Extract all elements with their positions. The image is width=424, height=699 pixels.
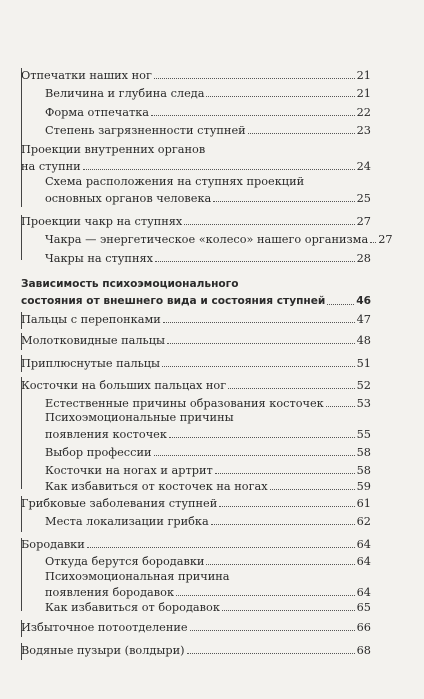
page-number: 25: [356, 192, 371, 205]
page-number: 21: [356, 87, 371, 100]
toc-entry: [21, 158, 371, 173]
toc-subentry: [45, 395, 371, 410]
entry-title: Выбор профессии: [45, 446, 152, 459]
toc-subentry: [45, 553, 371, 568]
leader-dots: [151, 115, 355, 116]
toc-entry: [21, 495, 371, 510]
leader-dots: [326, 406, 355, 407]
leader-dots: [154, 78, 355, 79]
page-number: 24: [356, 160, 371, 173]
page-number: 53: [356, 397, 371, 410]
leader-dots: [270, 489, 355, 490]
leader-dots: [169, 437, 355, 438]
entry-title: Пальцы с перепонками: [21, 313, 161, 326]
page-number: 51: [356, 357, 371, 370]
entry-title: Грибковые заболевания ступней: [21, 497, 218, 510]
leader-dots: [206, 96, 354, 97]
toc-subentry: [45, 190, 371, 205]
page-number: 46: [356, 295, 371, 307]
toc-subentry: [45, 462, 371, 477]
leader-dots: [167, 343, 355, 344]
entry-title: Чакра — энергетическое «колесо» нашего организма: [45, 233, 369, 246]
page-number: 64: [356, 555, 371, 568]
toc-entry: [21, 619, 371, 634]
leader-dots: [184, 224, 354, 225]
leader-dots: [211, 524, 355, 525]
leader-dots: [163, 322, 355, 323]
entry-title: Как избавиться от косточек на ногах: [45, 480, 268, 493]
toc-subentry: [45, 584, 371, 599]
leader-dots: [187, 653, 355, 654]
leader-dots: [190, 630, 355, 631]
entry-title: Естественные причины образования косточек: [45, 397, 324, 410]
page-number: 27: [356, 215, 371, 228]
leader-dots: [228, 388, 354, 389]
toc-entry: [21, 67, 371, 82]
group-bar: [21, 377, 22, 489]
leader-dots: [206, 564, 354, 565]
toc-subentry: [45, 444, 371, 459]
toc-entry: [21, 311, 371, 326]
toc-subentry: [45, 122, 371, 137]
page-number: 64: [356, 586, 371, 599]
page-number: 21: [356, 69, 371, 82]
entry-title: Форма отпечатка: [45, 106, 150, 119]
toc-subentry: [45, 104, 371, 119]
leader-dots: [87, 547, 355, 548]
leader-dots: [83, 169, 355, 170]
entry-title: Косточки на больших пальцах ног: [21, 379, 227, 392]
entry-title: Схема расположения на ступнях проекций: [45, 175, 305, 188]
page-number: 47: [356, 313, 371, 326]
page-number: 23: [356, 124, 371, 137]
entry-title: Чакры на ступнях: [45, 252, 153, 265]
page-number: 59: [356, 480, 371, 493]
leader-dots: [327, 304, 354, 305]
toc-subentry: [45, 85, 371, 100]
leader-dots: [162, 366, 355, 367]
leader-dots: [222, 610, 355, 611]
toc-subentry: [45, 478, 371, 493]
leader-dots: [370, 242, 376, 243]
entry-title: Как избавиться от бородавок: [45, 601, 220, 614]
leader-dots: [213, 201, 354, 202]
entry-title: Степень загрязненности ступней: [45, 124, 246, 137]
page-number: 22: [356, 106, 371, 119]
page-number: 58: [356, 464, 371, 477]
section-heading-entry: [21, 293, 371, 308]
toc-entry: [21, 213, 371, 228]
entry-title: появления косточек: [45, 428, 167, 441]
leader-dots: [155, 261, 355, 262]
page-number: 68: [356, 644, 371, 657]
toc-entry: [21, 377, 371, 392]
entry-title: Места локализации грибка: [45, 515, 209, 528]
entry-title: Психоэмоциональные причины: [45, 411, 234, 424]
leader-dots: [176, 595, 355, 596]
entry-title: Водяные пузыри (волдыри): [21, 644, 185, 657]
section-heading: Зависимость психоэмоционального: [21, 278, 239, 290]
toc-entry: [21, 536, 371, 551]
entry-title: на ступни: [21, 160, 81, 173]
page-number: 66: [356, 621, 371, 634]
toc-entry: [21, 355, 371, 370]
entry-title: Отпечатки наших ног: [21, 69, 152, 82]
entry-title: появления бородавок: [45, 586, 175, 599]
leader-dots: [215, 473, 355, 474]
page-number: 27: [378, 233, 393, 246]
entry-title: основных органов человека: [45, 192, 212, 205]
page-number: 48: [356, 334, 371, 347]
toc-entry: [21, 642, 371, 657]
entry-title: Откуда берутся бородавки: [45, 555, 205, 568]
page-number: 55: [356, 428, 371, 441]
page-number: 28: [356, 252, 371, 265]
toc-subentry: [45, 426, 371, 441]
toc-subentry: [45, 250, 371, 265]
toc-entry: [21, 332, 371, 347]
toc-subentry: [45, 513, 371, 528]
entry-title: Проекции чакр на ступнях: [21, 215, 183, 228]
entry-title: Косточки на ногах и артрит: [45, 464, 213, 477]
page-number: 65: [356, 601, 371, 614]
page-number: 58: [356, 446, 371, 459]
page-number: 61: [356, 497, 371, 510]
entry-title: Психоэмоциональная причина: [45, 570, 230, 583]
entry-title: состояния от внешнего вида и состояния ступней: [21, 295, 326, 307]
toc-subentry: [45, 231, 393, 246]
page-number: 64: [356, 538, 371, 551]
page-number: 62: [356, 515, 371, 528]
leader-dots: [248, 133, 355, 134]
entry-title: Приплюснутые пальцы: [21, 357, 161, 370]
toc-subentry: [45, 599, 371, 614]
entry-title: Молотковидные пальцы: [21, 334, 165, 347]
entry-title: Бородавки: [21, 538, 85, 551]
page-number: 52: [356, 379, 371, 392]
entry-title: Проекции внутренних органов: [21, 143, 206, 156]
leader-dots: [154, 455, 355, 456]
leader-dots: [219, 506, 354, 507]
entry-title: Величина и глубина следа: [45, 87, 205, 100]
entry-title: Избыточное потоотделение: [21, 621, 188, 634]
